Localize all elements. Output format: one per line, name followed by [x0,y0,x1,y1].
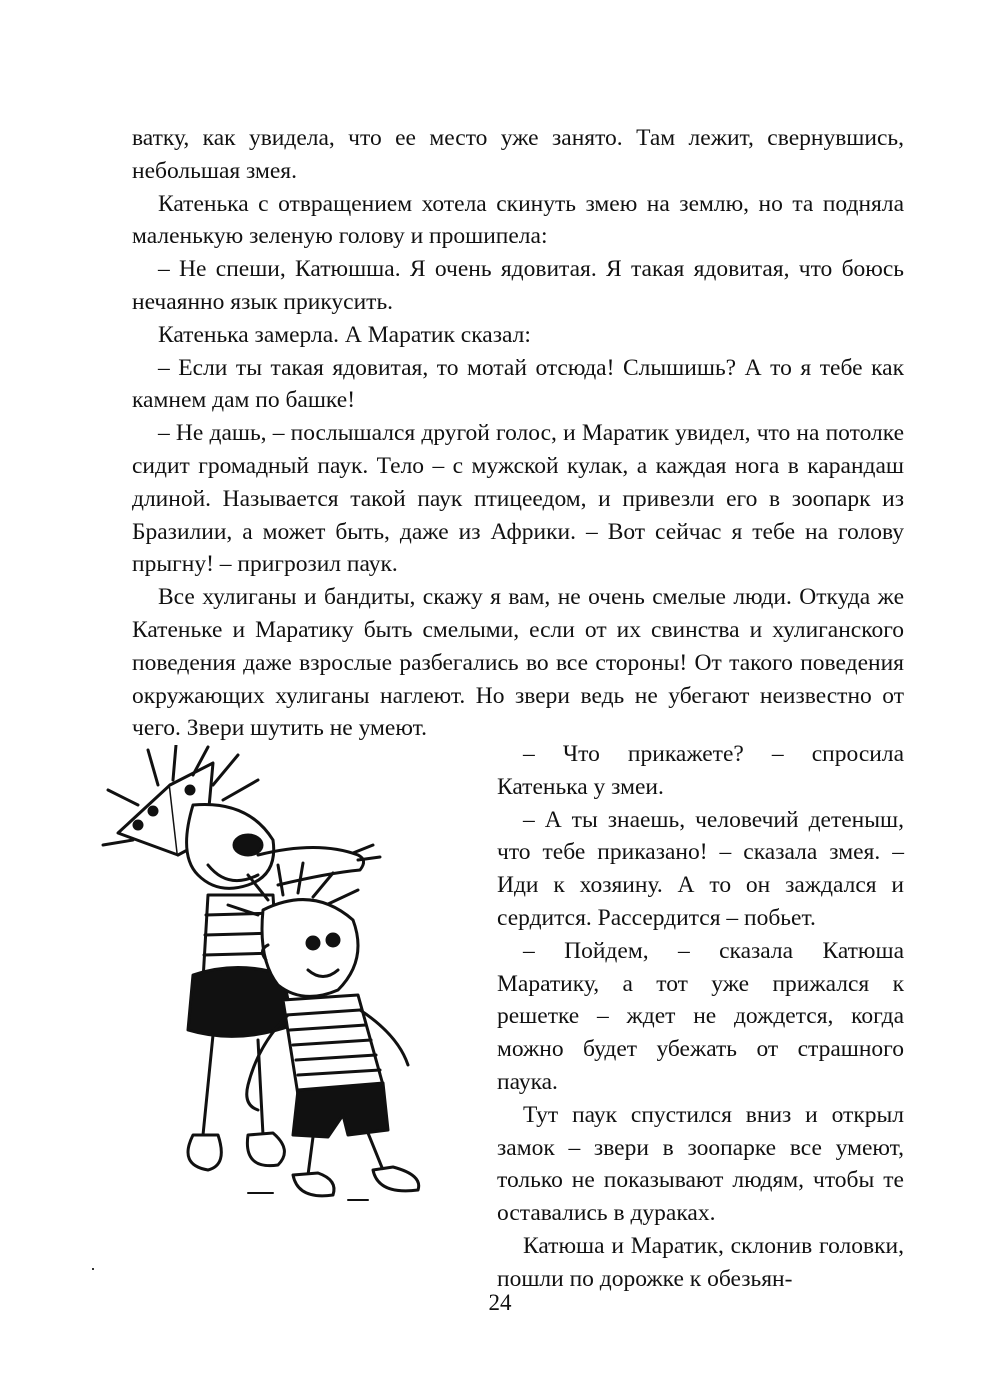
paragraph: – Не спеши, Катюшша. Я очень ядовитая. Я такая ядовитая, что боюсь нечаянно язык прикусить. [132,256,904,315]
paragraph: ватку, как увидела, что ее место уже занято. Там лежит, свернувшись, небольшая змея. [132,125,904,184]
paragraph: – Что прикажете? – спросила Катенька у змеи. [497,741,904,800]
scan-speck [92,1268,94,1270]
paragraph: – Пойдем, – сказала Катюша Маратику, а тот уже прижался к решетке – ждет не дождется, когда можно будет убежать от страшного паука. [497,937,904,1095]
paragraph: Катенька с отвращением хотела скинуть змею на землю, но та подняла маленькую зеленую голову и прошипела: [132,190,904,250]
paragraph: – Если ты такая ядовитая, то мотай отсюда! Слышишь? А то я тебе как камнем дам по башке! [132,354,904,414]
page-number: 24 [488,1290,512,1315]
column-text-block [497,738,904,1296]
paragraph: Катенька замерла. А Маратик сказал: [158,321,531,348]
paragraph: Все хулиганы и бандиты, скажу я вам, не очень смелые люди. Откуда же Катеньке и Маратику быть смелыми, если от их свинства и хулиганского поведения даже взрослые разбегались во все стороны! От такого поведения окружающих хулиганы наглеют. Но звери ведь не убегают неизвестно от чего. Звери шутить не умеют. [132,584,904,742]
cartoon-children-illustration-icon [98,745,478,1205]
full-width-text-block [132,122,904,745]
paragraph: – Не дашь, – послышался другой голос, и Маратик увидел, что на потолке сидит громадный паук. Тело – с мужской кулак, а каждая нога в карандаш длиной. Называется такой паук птицеедом, и привезли его в зоопарк из Бразилии, а может быть, даже из Африки. – Вот сейчас я тебе на голову прыгну! – пригрозил паук. [132,420,904,578]
paragraph: – А ты знаешь, человечий детеныш, что тебе приказано! – сказала змея. – Иди к хозяину. А то он заждался и сердится. Рассердится – побьет. [497,806,904,931]
paragraph: Катюша и Маратик, склонив головки, пошли по дорожке к обезьян- [497,1232,904,1292]
paragraph: Тут паук спустился вниз и открыл замок – звери в зоопарке все умеют, только не показывают людям, чтобы те оставались в дураках. [497,1101,904,1227]
